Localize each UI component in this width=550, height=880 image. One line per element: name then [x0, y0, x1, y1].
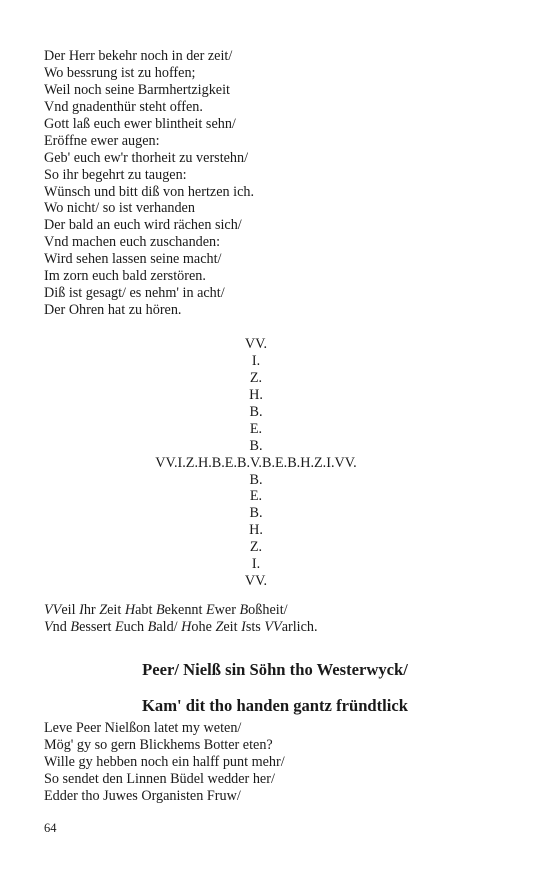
cross-line: I.	[251, 352, 261, 369]
acrostic-line	[44, 602, 514, 619]
acrostic-text: uch	[123, 618, 148, 635]
verse-line: Mög' gy so gern Blickhems Botter eten?	[44, 736, 273, 753]
cross-line: B.	[249, 471, 263, 488]
verse-line: Wo bessrung ist zu hoffen;	[44, 64, 196, 81]
acrostic-initial: Z	[215, 618, 224, 635]
acrostic-cross	[0, 336, 512, 590]
acrostic-text: wer	[214, 602, 240, 618]
acrostic-initial: B	[147, 618, 157, 635]
poem-heading-line-1: Peer/ Nielß sin Söhn tho Westerwyck/	[142, 660, 408, 679]
cross-line: B.	[249, 403, 263, 420]
acrostic-text: essert	[79, 618, 115, 635]
verse-line: Wird sehen lassen seine macht/	[44, 251, 222, 268]
cross-line: B.	[249, 437, 263, 454]
cross-line: B.	[249, 505, 263, 522]
verse-line: Der Herr bekehr noch in der zeit/	[44, 48, 233, 64]
acrostic-initial: Z	[99, 602, 108, 618]
cross-line: H.	[249, 386, 263, 403]
page-number: 64	[44, 821, 57, 835]
verse-line: Geb' euch ew'r thorheit zu verstehn/	[44, 149, 249, 166]
cross-line: Z.	[249, 539, 263, 556]
acrostic-initial: VV	[264, 618, 282, 635]
verse-line: Gott laß euch ewer blintheit sehn/	[44, 115, 236, 132]
acrostic-text: ekennt	[164, 602, 206, 618]
verse-line: Eröffne ewer augen:	[44, 132, 160, 149]
acrostic-initial: B	[155, 602, 165, 618]
cross-line: VV.	[244, 336, 268, 352]
cross-line: E.	[249, 488, 263, 505]
verse-line: Vnd machen euch zuschanden:	[44, 234, 221, 251]
verse-line: Im zorn euch bald zerstören.	[44, 268, 206, 285]
acrostic-text: oßheit/	[248, 602, 288, 618]
cross-line: Z.	[249, 369, 263, 386]
acrostic-text: eit	[107, 602, 125, 618]
cross-line: VV.	[244, 573, 268, 590]
acrostic-initial: E	[206, 602, 215, 618]
acrostic-initial: I	[241, 618, 246, 635]
poem-top	[44, 48, 514, 319]
acrostic-initial: V	[44, 618, 53, 635]
verse-line: Leve Peer Nielßon latet my weten/	[44, 720, 242, 736]
acrostic-initial: I	[79, 602, 84, 618]
verse-line: Vnd gnadenthür steht offen.	[44, 98, 203, 115]
acrostic-initial: H	[181, 618, 192, 635]
acrostic-text: ald/	[156, 618, 182, 635]
verse-line: Der Ohren hat zu hören.	[44, 302, 182, 319]
acrostic-text: hr	[83, 602, 100, 618]
verse-line: Edder tho Juwes Organisten Fruw/	[44, 787, 241, 804]
poem-heading-line-2: Kam' dit tho handen gantz fründtlick	[141, 696, 408, 715]
acrostic-initial: H	[124, 602, 136, 618]
acrostic-initial: VV	[44, 602, 62, 618]
verse-line: Diß ist gesagt/ es nehm' in acht/	[44, 285, 225, 302]
acrostic-text: eit	[223, 618, 242, 635]
verse-line: Der bald an euch wird rächen sich/	[44, 217, 242, 234]
verse-line: So ihr begehrt zu taugen:	[44, 166, 187, 183]
acrostic-text: arlich.	[281, 618, 318, 635]
acrostic-text: eil	[61, 602, 80, 618]
acrostic-text: sts	[245, 618, 265, 635]
acrostic-text: abt	[135, 602, 156, 618]
cross-line: VV.I.Z.H.B.E.B.V.B.E.B.H.Z.I.VV.	[155, 454, 357, 471]
verse-line: Wille gy hebben noch ein halff punt mehr/	[44, 753, 285, 770]
acrostic-text: ohe	[191, 618, 216, 635]
cross-line: H.	[249, 522, 263, 539]
verse-line: Wünsch und bitt diß von hertzen ich.	[44, 183, 255, 200]
acrostic-initial: B	[70, 618, 80, 635]
verse-line: Wo nicht/ so ist verhanden	[44, 200, 195, 217]
acrostic-initial: E	[114, 618, 124, 635]
poem-bottom	[44, 720, 514, 805]
acrostic-expansion	[44, 602, 514, 636]
cross-line: I.	[251, 556, 261, 573]
acrostic-initial: B	[239, 602, 249, 618]
acrostic-line	[44, 619, 514, 636]
acrostic-text: nd	[52, 618, 71, 635]
cross-line: E.	[249, 420, 263, 437]
verse-line: So sendet den Linnen Büdel wedder her/	[44, 770, 275, 787]
verse-line: Weil noch seine Barmhertzigkeit	[44, 81, 230, 98]
